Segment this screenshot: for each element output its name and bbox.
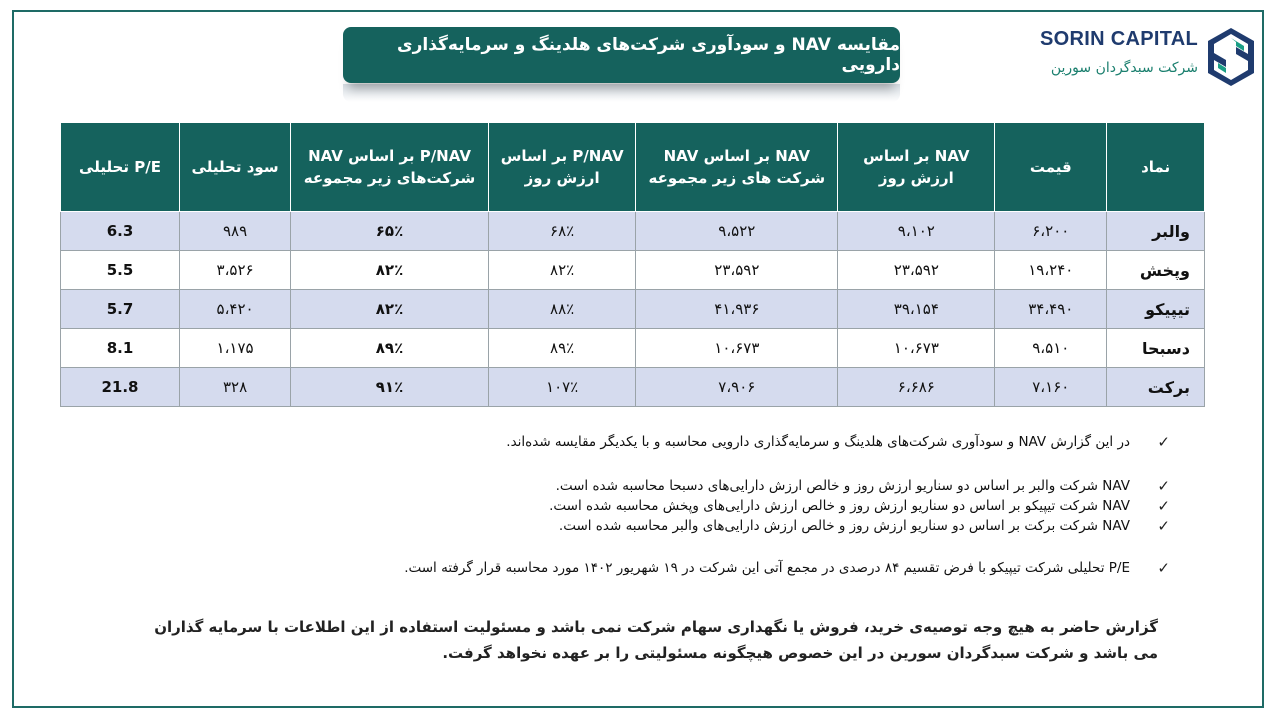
note-text: NAV شرکت تیپیکو بر اساس دو سناریو ارزش روز و خالص ارزش دارایی‌های وپخش محاسبه شده است. bbox=[549, 498, 1130, 514]
header-nav-market: NAV بر اساس ارزش روز bbox=[838, 123, 995, 212]
table-header-row bbox=[61, 123, 1205, 212]
cell-price: ۱۹،۲۴۰ bbox=[995, 251, 1107, 290]
cell-nav-market: ۶،۶۸۶ bbox=[838, 368, 995, 407]
cell-symbol: دسبحا bbox=[1107, 329, 1205, 368]
cell-pe: 6.3 bbox=[61, 212, 180, 251]
page-title-text: مقایسه NAV و سودآوری شرکت‌های هلدینگ و سرمایه‌گذاری دارویی bbox=[397, 35, 900, 75]
table-row bbox=[61, 212, 1205, 251]
header-pe: P/E تحلیلی bbox=[61, 123, 180, 212]
cell-profit: ۱،۱۷۵ bbox=[179, 329, 290, 368]
cell-price: ۶،۲۰۰ bbox=[995, 212, 1107, 251]
cell-pnav-sub: ۸۹٪ bbox=[291, 329, 489, 368]
check-icon: ✓ bbox=[1157, 559, 1170, 577]
note-item bbox=[60, 432, 1170, 452]
cell-pe: 21.8 bbox=[61, 368, 180, 407]
note-text: NAV شرکت برکت بر اساس دو سناریو ارزش روز و خالص ارزش دارایی‌های والبر محاسبه شده است. bbox=[558, 518, 1130, 534]
header-nav-sub: NAV بر اساس NAV شرکت های زیر مجموعه bbox=[636, 123, 838, 212]
check-icon: ✓ bbox=[1157, 433, 1170, 451]
cell-pnav-market: ۱۰۷٪ bbox=[488, 368, 635, 407]
cell-nav-sub: ۱۰،۶۷۳ bbox=[636, 329, 838, 368]
note-text: P/E تحلیلی شرکت تیپیکو با فرض تقسیم ۸۴ درصدی در مجمع آتی این شرکت در ۱۹ شهریور ۱۴۰۲ مورد محاسبه قرار گرفته است. bbox=[404, 560, 1130, 576]
table-row bbox=[61, 368, 1205, 407]
cell-nav-market: ۳۹،۱۵۴ bbox=[838, 290, 995, 329]
note-text: در این گزارش NAV و سودآوری شرکت‌های هلدینگ و سرمایه‌گذاری دارویی محاسبه و با یکدیگر مقایسه شده‌اند. bbox=[506, 434, 1130, 450]
check-icon: ✓ bbox=[1157, 497, 1170, 515]
disclaimer: گزارش حاضر به هیچ وجه توصیه‌ی خرید، فروش یا نگهداری سهام شرکت نمی باشد و مسئولیت استفاده از این اطلاعات با سرمایه گذاران می باشد و شرکت سبدگردان سورین در این خصوص هیچگونه مسئولیتی را بر عهده نخواهد گرفت. bbox=[154, 618, 1158, 662]
sorin-logo-icon bbox=[1206, 26, 1256, 88]
comparison-table bbox=[60, 122, 1205, 407]
cell-pnav-sub: ۸۲٪ bbox=[291, 251, 489, 290]
table-row bbox=[61, 251, 1205, 290]
title-shadow bbox=[343, 84, 900, 102]
logo-name-en: SORIN CAPITAL bbox=[1040, 28, 1198, 50]
header-pnav-market: P/NAV بر اساس ارزش روز bbox=[488, 123, 635, 212]
cell-nav-sub: ۴۱،۹۳۶ bbox=[636, 290, 838, 329]
cell-profit: ۹۸۹ bbox=[179, 212, 290, 251]
header-symbol: نماد bbox=[1107, 123, 1205, 212]
cell-nav-sub: ۷،۹۰۶ bbox=[636, 368, 838, 407]
cell-symbol: والبر bbox=[1107, 212, 1205, 251]
check-icon: ✓ bbox=[1157, 477, 1170, 495]
cell-nav-market: ۹،۱۰۲ bbox=[838, 212, 995, 251]
cell-symbol: وپخش bbox=[1107, 251, 1205, 290]
notes-list bbox=[60, 432, 1170, 578]
cell-pnav-sub: ۶۵٪ bbox=[291, 212, 489, 251]
table-row bbox=[61, 290, 1205, 329]
cell-pnav-market: ۸۸٪ bbox=[488, 290, 635, 329]
cell-symbol: تیپیکو bbox=[1107, 290, 1205, 329]
cell-pnav-market: ۶۸٪ bbox=[488, 212, 635, 251]
logo-name-fa: شرکت سبدگردان سورین bbox=[1050, 60, 1198, 76]
cell-profit: ۳،۵۲۶ bbox=[179, 251, 290, 290]
table-row bbox=[61, 329, 1205, 368]
header-price: قیمت bbox=[995, 123, 1107, 212]
cell-nav-sub: ۲۳،۵۹۲ bbox=[636, 251, 838, 290]
header-pnav-sub: P/NAV بر اساس NAV شرکت‌های زیر مجموعه bbox=[291, 123, 489, 212]
cell-pnav-market: ۸۹٪ bbox=[488, 329, 635, 368]
cell-pnav-market: ۸۲٪ bbox=[488, 251, 635, 290]
check-icon: ✓ bbox=[1157, 517, 1170, 535]
note-text: NAV شرکت والبر بر اساس دو سناریو ارزش روز و خالص ارزش دارایی‌های دسبحا محاسبه شده است. bbox=[555, 478, 1130, 494]
cell-pe: 5.7 bbox=[61, 290, 180, 329]
note-item bbox=[60, 476, 1170, 496]
note-item bbox=[60, 558, 1170, 578]
cell-nav-sub: ۹،۵۲۲ bbox=[636, 212, 838, 251]
cell-price: ۷،۱۶۰ bbox=[995, 368, 1107, 407]
note-item bbox=[60, 496, 1170, 516]
cell-pe: 5.5 bbox=[61, 251, 180, 290]
cell-symbol: برکت bbox=[1107, 368, 1205, 407]
cell-nav-market: ۱۰،۶۷۳ bbox=[838, 329, 995, 368]
cell-profit: ۳۲۸ bbox=[179, 368, 290, 407]
header-profit: سود تحلیلی bbox=[179, 123, 290, 212]
logo bbox=[1040, 22, 1260, 92]
cell-profit: ۵،۴۲۰ bbox=[179, 290, 290, 329]
cell-pnav-sub: ۹۱٪ bbox=[291, 368, 489, 407]
note-item bbox=[60, 516, 1170, 536]
cell-price: ۳۴،۴۹۰ bbox=[995, 290, 1107, 329]
cell-price: ۹،۵۱۰ bbox=[995, 329, 1107, 368]
cell-pnav-sub: ۸۲٪ bbox=[291, 290, 489, 329]
cell-pe: 8.1 bbox=[61, 329, 180, 368]
cell-nav-market: ۲۳،۵۹۲ bbox=[838, 251, 995, 290]
page-title bbox=[343, 27, 900, 83]
